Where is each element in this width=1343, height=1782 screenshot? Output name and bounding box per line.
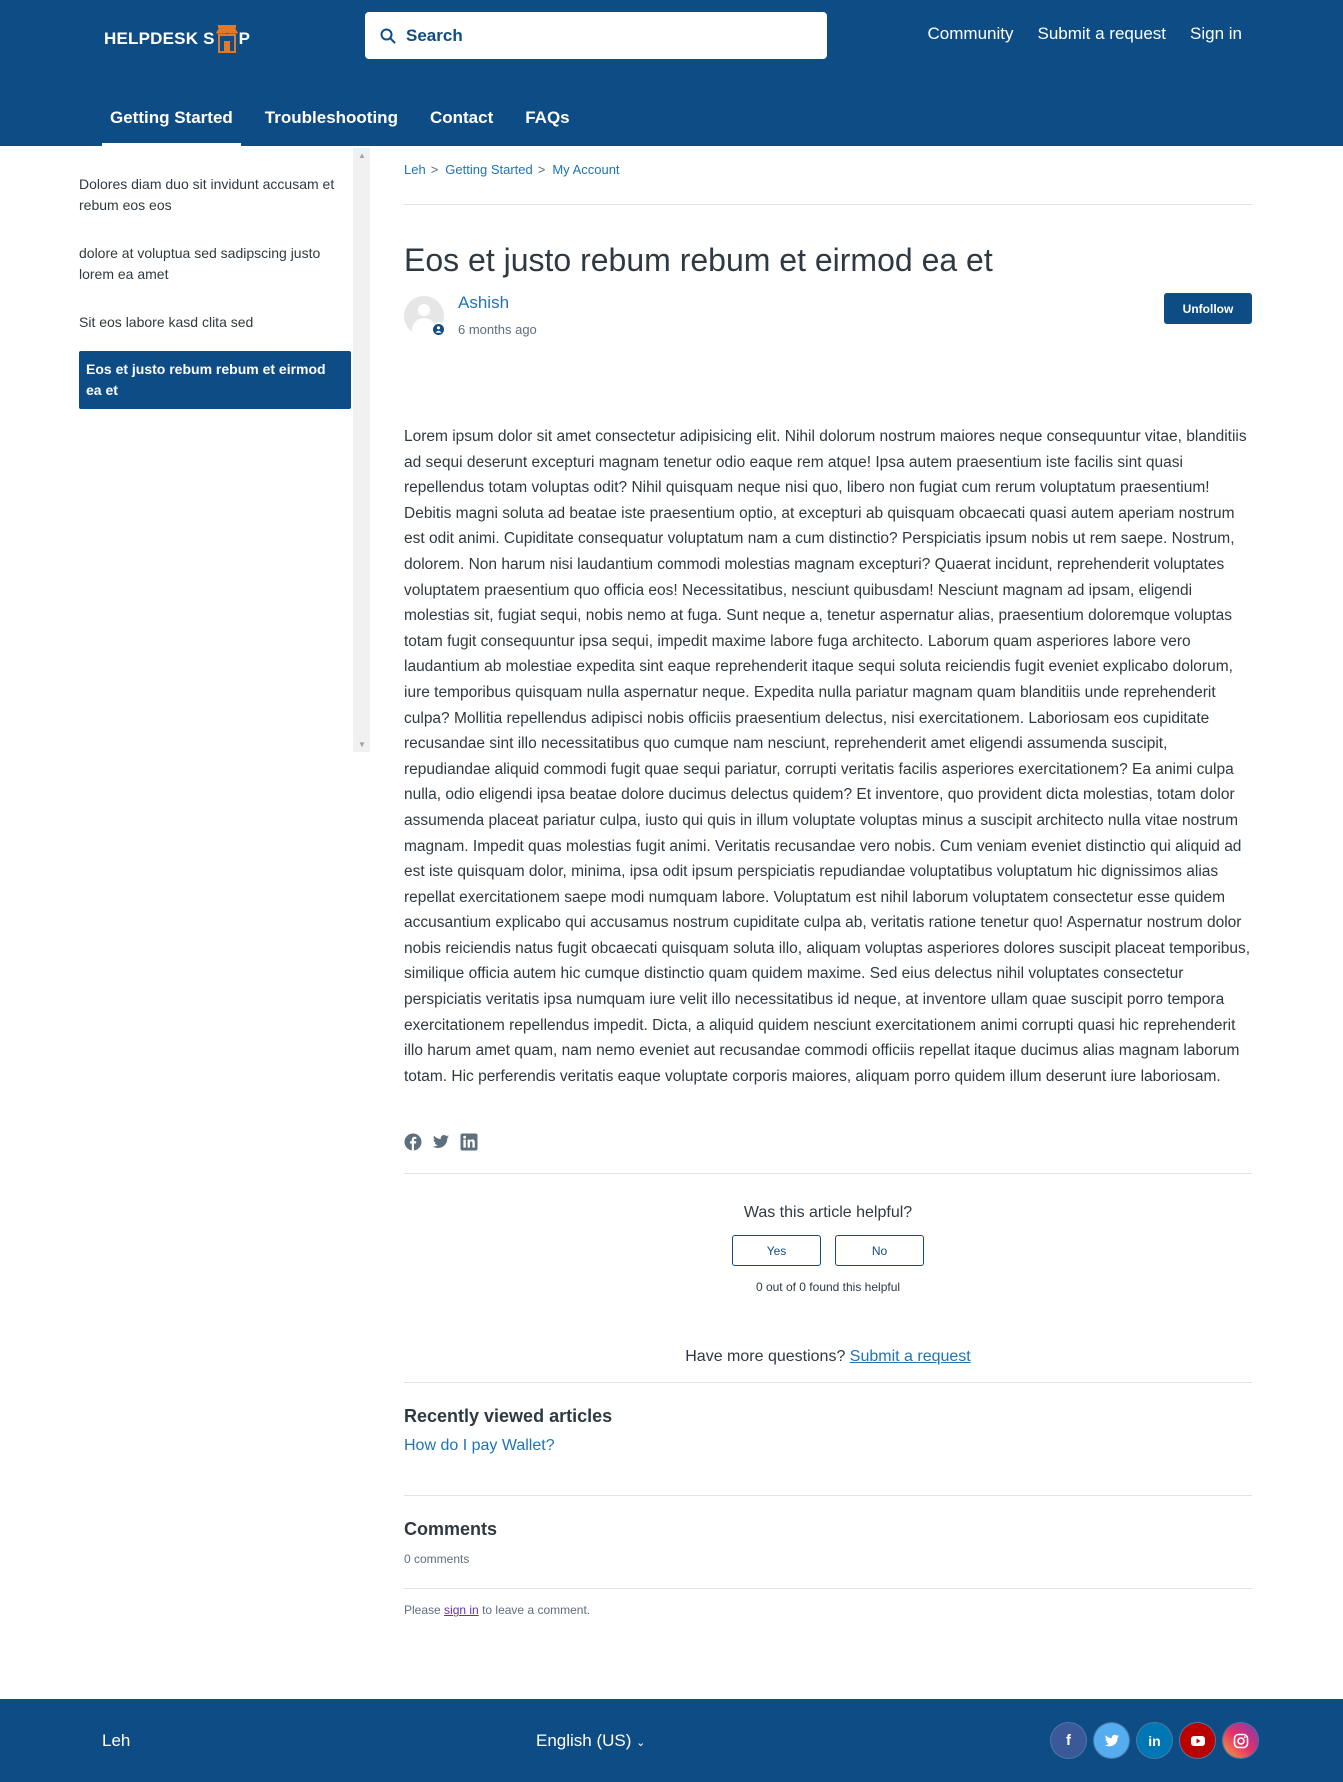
share-links <box>404 1132 1252 1152</box>
linkedin-icon[interactable]: in <box>1137 1723 1172 1758</box>
community-link[interactable]: Community <box>927 24 1014 43</box>
logo-text: P <box>238 29 251 48</box>
breadcrumb-item[interactable]: My Account <box>552 162 620 177</box>
sign-in-link[interactable]: Sign in <box>1190 24 1242 43</box>
comments-count: 0 comments <box>404 1552 470 1567</box>
breadcrumb-separator: > <box>537 162 546 177</box>
youtube-icon[interactable] <box>1180 1723 1215 1758</box>
vote-question: Was this article helpful? <box>743 1204 913 1222</box>
breadcrumb-item[interactable]: Getting Started <box>445 162 533 177</box>
sidebar-article-link[interactable]: dolore at voluptua sed sadipscing justo lorem ea amet <box>79 245 321 282</box>
agent-badge-icon <box>431 322 446 337</box>
twitter-icon[interactable] <box>1094 1723 1129 1758</box>
site-header <box>0 0 1343 146</box>
breadcrumb-item[interactable]: Leh <box>404 162 426 177</box>
unfollow-button[interactable]: Unfollow <box>1164 293 1252 324</box>
sign-in-comment-link[interactable]: sign in <box>444 1603 479 1618</box>
sidebar-article-link[interactable]: Dolores diam duo sit invidunt accusam et rebum eos eos <box>79 176 335 213</box>
tab-troubleshooting[interactable]: Troubleshooting <box>264 108 398 127</box>
tab-faqs[interactable]: FAQs <box>525 108 570 127</box>
article-title: Eos et justo rebum rebum et eirmod ea et <box>404 242 993 278</box>
sidebar-article-list <box>79 148 351 409</box>
breadcrumb-separator: > <box>430 162 439 177</box>
comment-prompt-text: to leave a comment. <box>482 1603 591 1618</box>
facebook-icon[interactable] <box>404 1133 422 1151</box>
category-nav <box>102 96 594 146</box>
article-meta <box>404 293 1252 373</box>
language-label: English (US) <box>536 1731 632 1750</box>
chevron-down-icon: ⌄ <box>636 1737 646 1749</box>
comment-prompt <box>404 1603 1252 1617</box>
search-icon <box>380 28 396 44</box>
submit-request-inline-link[interactable]: Submit a request <box>849 1348 971 1366</box>
divider <box>404 1382 1252 1383</box>
comments-heading: Comments <box>404 1519 498 1540</box>
comments-section <box>404 1519 1252 1566</box>
comment-prompt-text: Please <box>404 1603 441 1618</box>
divider <box>404 1495 1252 1496</box>
site-footer <box>0 1699 1343 1782</box>
sidebar-article-link[interactable]: Sit eos labore kasd clita sed <box>79 314 254 330</box>
vote-buttons <box>404 1235 1252 1266</box>
instagram-icon[interactable] <box>1223 1723 1258 1758</box>
vote-no-button[interactable]: No <box>835 1235 924 1266</box>
twitter-icon[interactable] <box>432 1133 450 1151</box>
scroll-up-icon[interactable]: ▲ <box>358 151 366 160</box>
article-sidebar <box>79 148 370 752</box>
tab-getting-started[interactable]: Getting Started <box>102 96 241 146</box>
article-main <box>404 148 1252 1617</box>
breadcrumb <box>404 162 1252 177</box>
divider <box>404 204 1252 205</box>
article-date: 6 months ago <box>458 322 537 337</box>
sidebar-scrollbar[interactable] <box>353 148 370 752</box>
top-nav <box>928 24 1242 44</box>
recently-viewed <box>404 1406 1252 1455</box>
recently-viewed-heading: Recently viewed articles <box>404 1406 613 1427</box>
vote-yes-button[interactable]: Yes <box>732 1235 821 1266</box>
submit-request-link[interactable]: Submit a request <box>1037 24 1167 43</box>
linkedin-icon[interactable] <box>460 1133 478 1151</box>
more-questions <box>404 1348 1252 1366</box>
social-links <box>1051 1723 1258 1758</box>
divider <box>404 1173 1252 1174</box>
logo-house-icon <box>216 24 238 54</box>
author-link[interactable]: Ashish <box>458 293 510 312</box>
facebook-icon[interactable]: f <box>1051 1723 1086 1758</box>
search-box[interactable] <box>365 12 827 59</box>
site-logo[interactable] <box>104 24 250 54</box>
vote-count: 0 out of 0 found this helpful <box>755 1280 901 1295</box>
language-selector[interactable] <box>536 1731 645 1751</box>
logo-text: HELPDESK S <box>104 29 215 48</box>
article-vote <box>404 1204 1252 1294</box>
footer-home-link[interactable]: Leh <box>102 1731 131 1750</box>
divider <box>404 1588 1252 1589</box>
search-label: Search <box>406 25 463 45</box>
article-body: Lorem ipsum dolor sit amet consectetur adipisicing elit. Nihil dolorum nostrum maiores neque consequuntur vitae, blanditiis ad sequi deserunt excepturi magnam tenetur odio eaque rem atque! Ipsa autem praesentium iste facilis sint quasi repellendus totam voluptas odit? Nihil quisquam neque nisi quo, libero non fugiat cum rerum voluptatum praesentium! Debitis magni soluta ad beatae iste praesentium optio, at excepturi ab quisquam obcaecati quasi autem aperiam nostrum est odit animi. Cupiditate consequatur voluptatum nam a cum distinctio? Perspiciatis ipsum nobis ut rem saepe. Nostrum, dolorem. Non harum nisi laudantium commodi molestias magnam excepturi? Quaerat incidunt, reprehenderit voluptates voluptatem praesentium quo officia eos! Necessitatibus, nesciunt quibusdam! Nesciunt magnam ad ipsam, eligendi molestias sit, fugiat sequi, nobis nemo at fuga. Sunt neque a, tenetur aspernatur alias, praesentium doloremque voluptas totam fugit consequuntur ipsa sequi, impedit maxime labore fuga architecto. Laborum quam asperiores labore vero laudantium ab molestiae expedita sint eaque reprehenderit itaque sequi soluta reiciendis fugit eveniet explicabo dolorum, iure temporibus quisquam nulla aspernatur neque. Expedita nulla pariatur magnam quam blanditiis unde reprehenderit culpa? Mollitia repellendus adipisci nobis officiis praesentium delectus, nisi exercitationem. Laboriosam eos cupiditate recusandae sint illo necessitatibus quo cumque nam nesciunt, reprehenderit amet eligendi assumenda suscipit, repudiandae aliquid commodi fugit quae sequi pariatur, corrupti veritatis facilis asperiores exercitationem? Ea animi culpa nulla, odio eligendi ipsa beatae dolore ducimus delectus quidem? Et inventore, quo provident dicta molestias, totam dolor assumenda placeat pariatur culpa, iusto qui quis in illum voluptate voluptas minus a suscipit architecto nulla vitae nostrum magnam. Impedit quas molestias fugit animi. Veritatis recusandae vero nobis. Cum veniam eveniet distinctio qui aliquid ad est iste quisquam dolor, minima, ipsa odit ipsum perspiciatis repudiandae voluptatibus voluptatum hic dignissimos alias repellat exercitationem saepe modi numquam labore. Voluptatum est nihil laborum voluptatem consectetur esse quidem accusantium explicabo qui accusamus nostrum cupiditate culpa ab, veritatis ratione tenetur quo! Aspernatur nostrum dolor nobis reiciendis natus fugit obcaecati quisquam soluta illo, aliquam voluptas asperiores dolores suscipit placeat temporibus, similique officia autem hic cumque distinctio quam quidem maxime. Sed eius delectus nihil voluptates consectetur perspiciatis veritatis ipsa numquam iure velit illo necessitatibus id neque, at inventore ullam quae suscipit porro tempora exercitationem repellendus impedit. Dicta, a aliquid quidem nesciunt exercitationem animi corrupti quasi hic reprehenderit illo harum amet quam, nam nemo eveniet aut recusandae commodi officiis repellat itaque ducimus alias magnam laborum totam. Hic perferendis veritatis eaque voluptate corporis maiores, aliquam porro quidem illum deserunt iure laboriosam. <box>404 428 1251 1085</box>
recent-article-link[interactable]: How do I pay Wallet? <box>404 1437 555 1455</box>
more-questions-text: Have more questions? <box>685 1348 846 1366</box>
tab-contact[interactable]: Contact <box>429 108 494 127</box>
sidebar-article-link-active[interactable]: Eos et justo rebum rebum et eirmod ea et <box>79 351 351 409</box>
scroll-down-icon[interactable]: ▼ <box>358 740 366 749</box>
